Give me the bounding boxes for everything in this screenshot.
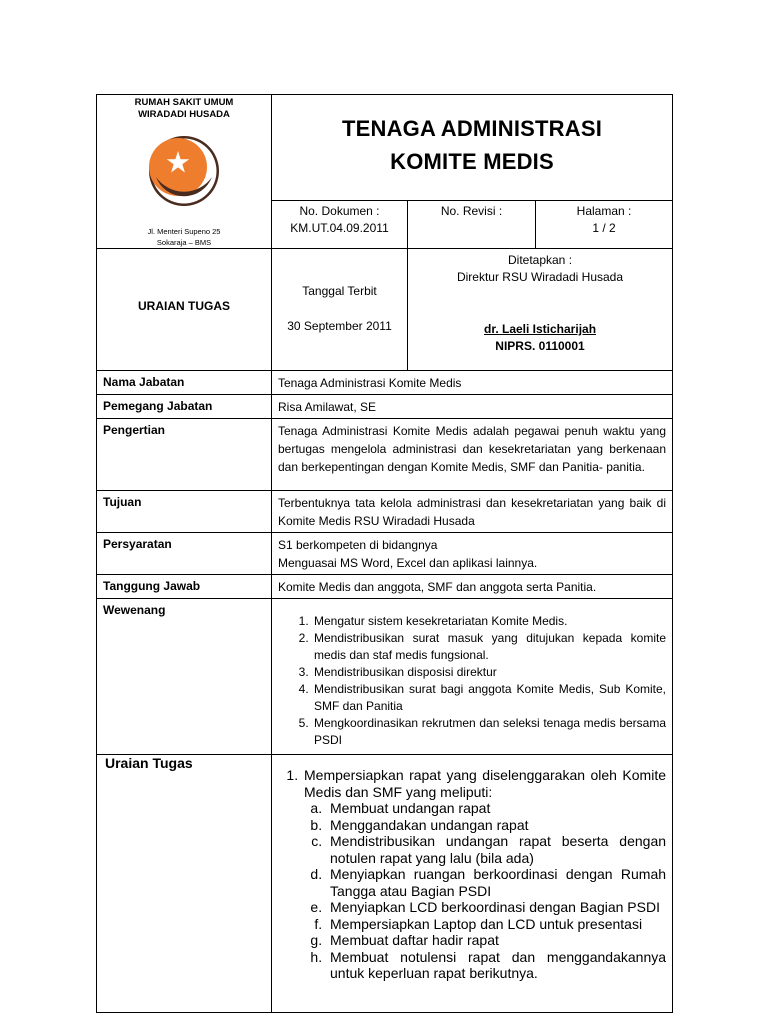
list-item: 3. Mendistribusikan disposisi direktur [312, 664, 666, 681]
doc-number-value: KM.UT.04.09.2011 [290, 221, 389, 236]
tanggung-jawab-value: Komite Medis dan anggota, SMF dan anggota serta Panitia. [272, 575, 673, 599]
list-item: 1. Mengatur sistem kesekretariatan Komite Medis. [312, 613, 666, 630]
nama-jabatan-label: Nama Jabatan [97, 371, 272, 395]
approval-cell [408, 249, 673, 371]
job-description-table [96, 94, 673, 1013]
wewenang-list [272, 613, 666, 749]
doc-number-label: No. Dokumen : [299, 204, 380, 219]
uraian-tugas-list [272, 767, 666, 982]
nama-jabatan-value: Tenaga Administrasi Komite Medis [272, 371, 673, 395]
persyaratan-item: S1 berkompeten di bidangnya [278, 538, 438, 552]
approved-by: Direktur RSU Wiradadi Husada [456, 270, 624, 284]
list-item: b. Menggandakan undangan rapat [326, 817, 666, 834]
director-nip: NIPRS. 0110001 [495, 339, 585, 353]
list-item: f. Mempersiapkan Laptop dan LCD untuk presentasi [326, 916, 666, 933]
wewenang-value [272, 599, 673, 755]
tanggung-jawab-label: Tanggung Jawab [97, 575, 272, 599]
pemegang-jabatan-value: Risa Amilawat, SE [272, 395, 673, 419]
page-cell [536, 201, 673, 249]
uraian-tugas-item-text: Mempersiapkan rapat yang diselenggarakan oleh Komite Medis dan SMF yang meliputi: [304, 767, 667, 800]
section-title: URAIAN TUGAS [138, 299, 230, 313]
wewenang-label: Wewenang [97, 599, 272, 755]
title-cell [272, 95, 673, 201]
tujuan-value: Terbentuknya tata kelola administrasi dan kesekretariatan yang baik di Komite Medis RSU Wiradadi Husada [272, 491, 673, 533]
list-item: c. Mendistribusikan undangan rapat beserta dengan notulen rapat yang lalu (bila ada) [326, 833, 666, 866]
pengertian-label: Pengertian [97, 419, 272, 491]
revision-label: No. Revisi : [440, 204, 503, 219]
section-cell [97, 249, 272, 371]
hospital-name: RUMAH SAKIT UMUM WIRADADI HUSADA [134, 97, 234, 120]
uraian-tugas-label: Uraian Tugas [97, 755, 272, 1013]
list-item: g. Membuat daftar hadir rapat [326, 932, 666, 949]
director-name: dr. Laeli Isticharijah [483, 322, 597, 336]
issue-date-cell [272, 249, 408, 371]
page-value: 1 / 2 [592, 221, 616, 236]
list-item: e. Menyiapkan LCD berkoordinasi dengan Bagian PSDI [326, 899, 666, 916]
document-title: TENAGA ADMINISTRASI KOMITE MEDIS [341, 116, 603, 174]
list-item: a. Membuat undangan rapat [326, 800, 666, 817]
hospital-address: Jl. Menteri Supeno 25 Sokaraja – BMS [147, 227, 221, 247]
uraian-tugas-value [272, 755, 673, 1013]
list-item: d. Menyiapkan ruangan berkoordinasi dengan Rumah Tangga atau Bagian PSDI [326, 866, 666, 899]
page-label: Halaman : [576, 204, 632, 219]
persyaratan-value [272, 533, 673, 575]
list-item: 5. Mengkoordinasikan rekrutmen dan seleksi tenaga medis bersama PSDI [312, 715, 666, 749]
hospital-logo-icon [144, 134, 224, 208]
document [96, 94, 672, 1013]
persyaratan-item: Menguasai MS Word, Excel dan aplikasi lainnya. [278, 556, 538, 570]
list-item: 4. Mendistribusikan surat bagi anggota Komite Medis, Sub Komite, SMF dan Panitia [312, 681, 666, 715]
persyaratan-label: Persyaratan [97, 533, 272, 575]
uraian-tugas-sublist [304, 800, 666, 982]
tujuan-label: Tujuan [97, 491, 272, 533]
list-item [302, 767, 666, 982]
issue-date: 30 September 2011 [287, 319, 392, 333]
pemegang-jabatan-label: Pemegang Jabatan [97, 395, 272, 419]
pengertian-value: Tenaga Administrasi Komite Medis adalah pegawai penuh waktu yang bertugas mengelola administrasi dan kesekretariatan yang berkenaan dan berkepentingan dengan Komite Medis, SMF dan Panitia- panitia. [272, 419, 673, 491]
doc-number-cell [272, 201, 408, 249]
issue-label: Tanggal Terbit [302, 284, 377, 298]
approved-label: Ditetapkan : [507, 253, 573, 267]
hospital-cell [97, 95, 272, 249]
revision-cell [408, 201, 536, 249]
list-item: h. Membuat notulensi rapat dan menggandakannya untuk keperluan rapat berikutnya. [326, 949, 666, 982]
list-item: 2. Mendistribusikan surat masuk yang ditujukan kepada komite medis dan staf medis fungsional. [312, 630, 666, 664]
